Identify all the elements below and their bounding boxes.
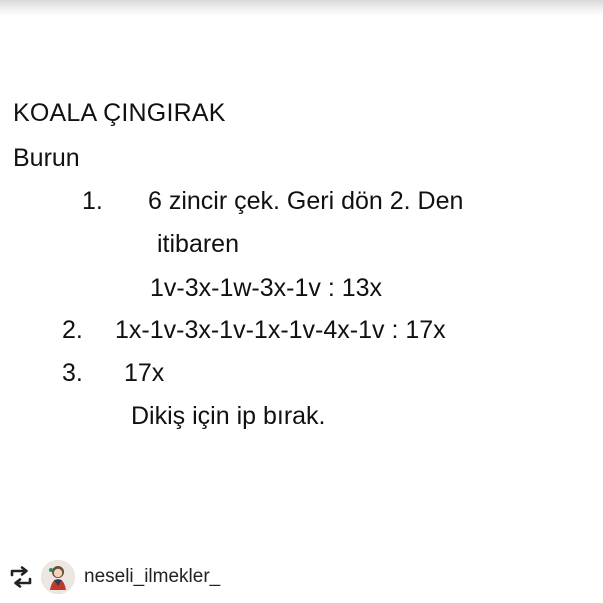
step-2-line-1: 1x-1v-3x-1v-1x-1v-4x-1v : 17x [115, 316, 446, 344]
repost-icon[interactable] [8, 566, 34, 588]
user-avatar[interactable] [41, 560, 75, 594]
step-3-line-1: 17x [124, 359, 165, 387]
step-3-number: 3. [62, 359, 83, 387]
document-title: KOALA ÇINGIRAK [13, 99, 226, 127]
step-1-number: 1. [82, 187, 103, 215]
step-2-number: 2. [62, 316, 83, 344]
repost-footer [0, 552, 603, 603]
username[interactable]: neseli_ilmekler_ [84, 566, 221, 587]
closing-note: Dikiş için ip bırak. [131, 402, 326, 430]
step-1-line-2: itibaren [157, 230, 239, 258]
step-1-line-3: 1v-3x-1w-3x-1v : 13x [150, 274, 383, 302]
section-heading: Burun [13, 144, 80, 172]
step-1-line-1: 6 zincir çek. Geri dön 2. Den [148, 187, 464, 215]
